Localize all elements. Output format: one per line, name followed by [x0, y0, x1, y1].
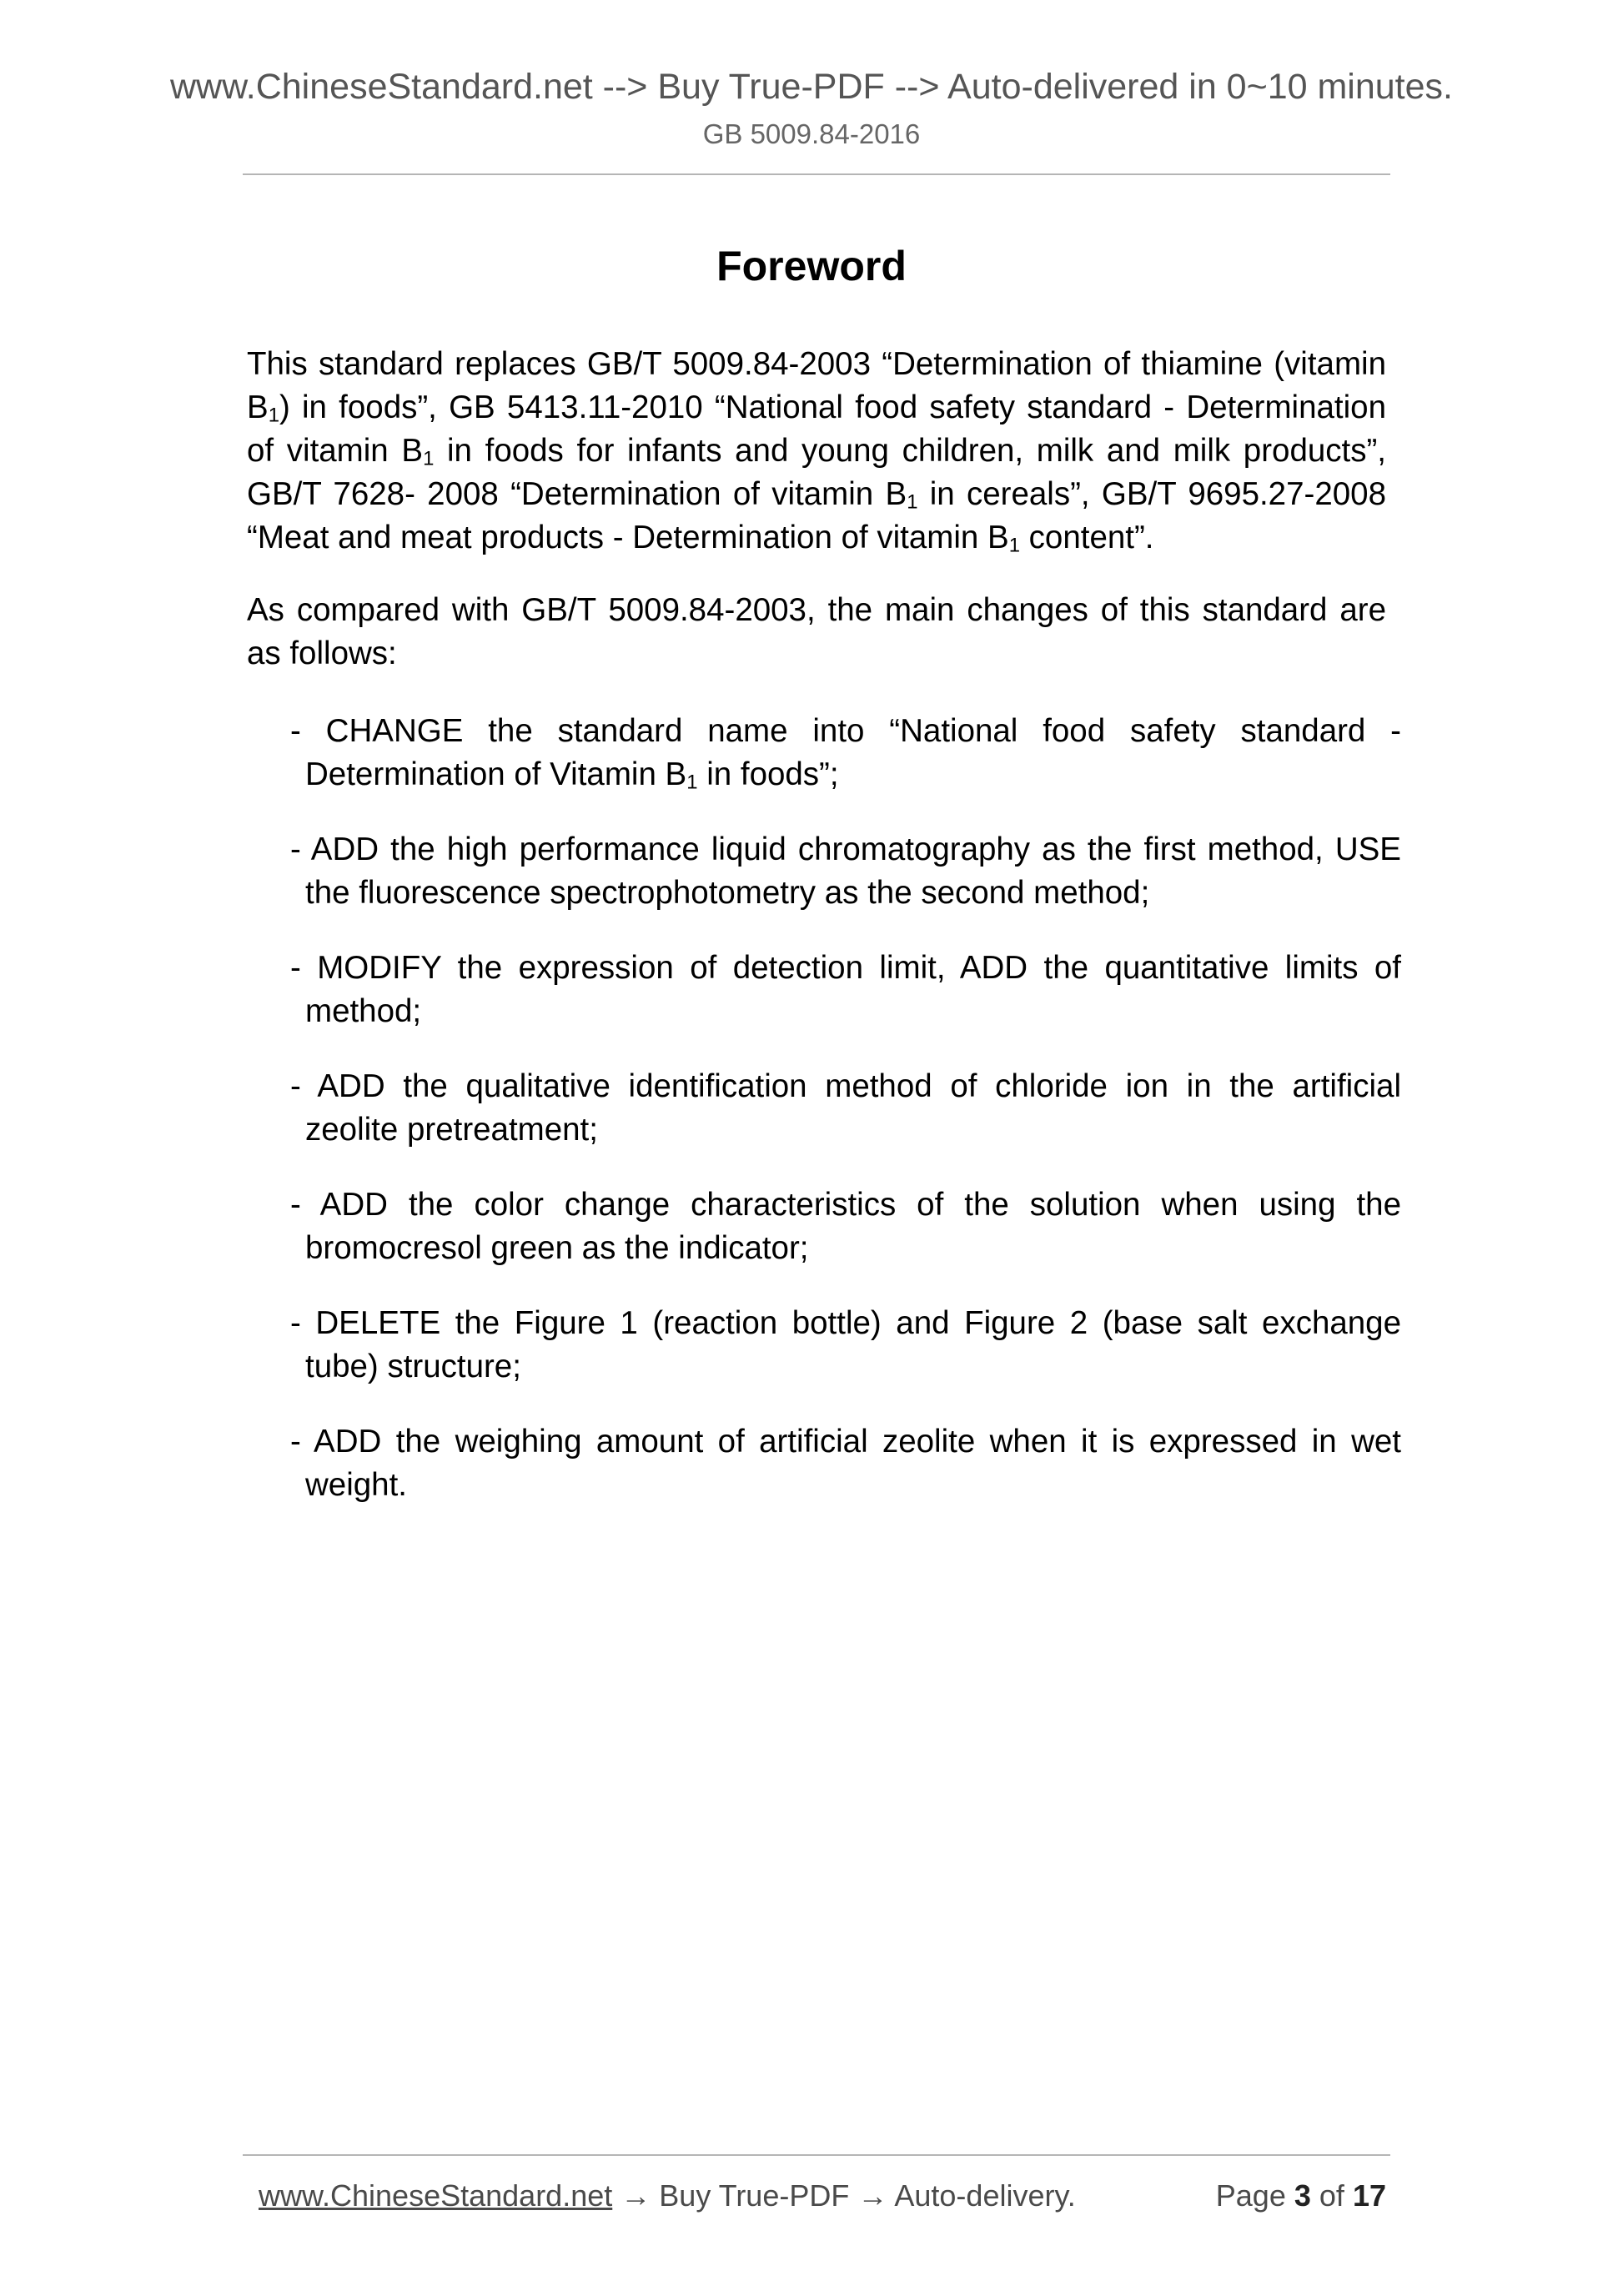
header-divider: [243, 173, 1390, 175]
footer-buy-text: Buy True-PDF: [659, 2178, 850, 2213]
subscript-1: 1: [423, 447, 435, 470]
p1-text-b: ) in foods”, GB 5413.11-2010 “National food safety standard - Determination of vitamin B: [247, 389, 1386, 469]
subscript-1: 1: [268, 404, 279, 427]
footer-delivery-text: Auto-delivery.: [894, 2178, 1076, 2213]
paragraph-replaces: [247, 343, 1386, 560]
standard-id: GB 5009.84-2016: [702, 118, 921, 149]
p1-text-a: This standard replaces GB/T 5009.84-2003 “Determination of thiamine (vitamin B: [247, 346, 1386, 425]
header-banner: www.ChineseStandard.net --> Buy True-PDF --> Auto-delivered in 0~10 minutes.: [169, 67, 1453, 107]
footer-divider: [243, 2154, 1390, 2156]
p1-text-e: content”.: [1019, 520, 1154, 555]
change-item-detection-limit: - MODIFY the expression of detection limit, ADD the quantitative limits of method;: [290, 950, 1401, 1029]
page-total: 17: [1352, 2178, 1386, 2213]
footer-website-link[interactable]: www.ChineseStandard.net: [259, 2178, 613, 2213]
subscript-1: 1: [1008, 534, 1020, 557]
subscript-1: 1: [907, 490, 918, 514]
page-of: of: [1319, 2178, 1344, 2213]
item1-text-b: in foods”;: [697, 756, 839, 792]
item1-text-a: - CHANGE the standard name into “National food safety standard - Determination of Vitamin B: [290, 713, 1401, 792]
change-item-bromocresol: - ADD the color change characteristics of the solution when using the bromocresol green as the indicator;: [290, 1187, 1401, 1266]
p1-text-d: in cereals”, GB/T 9695.27-2008 “Meat and meat products - Determination of vitamin B: [247, 476, 1386, 555]
change-item-delete-figures: - DELETE the Figure 1 (reaction bottle) and Figure 2 (base salt exchange tube) structure;: [290, 1305, 1401, 1384]
change-item-name: [290, 710, 1401, 796]
page-number: [1216, 2178, 1386, 2213]
page-current: 3: [1294, 2178, 1311, 2213]
p1-text-c: in foods for infants and young children, milk and milk products”, GB/T 7628- 2008 “Determination of vitamin B: [247, 433, 1386, 512]
change-item-zeolite-weight: - ADD the weighing amount of artificial zeolite when it is expressed in wet weight.: [290, 1424, 1401, 1503]
arrow-right-icon: →: [621, 2178, 651, 2213]
change-item-chloride: - ADD the qualitative identification method of chloride ion in the artificial zeolite pretreatment;: [290, 1068, 1401, 1148]
page-label: Page: [1215, 2178, 1286, 2213]
arrow-right-icon: →: [857, 2178, 888, 2213]
paragraph-changes-intro: As compared with GB/T 5009.84-2003, the main changes of this standard are as follows:: [247, 592, 1386, 671]
subscript-1: 1: [686, 771, 698, 794]
page-title: Foreword: [716, 243, 907, 289]
footer-left: [259, 2178, 1076, 2213]
change-item-hplc: - ADD the high performance liquid chromatography as the first method, USE the fluorescence spectrophotometry as the second method;: [290, 831, 1401, 911]
